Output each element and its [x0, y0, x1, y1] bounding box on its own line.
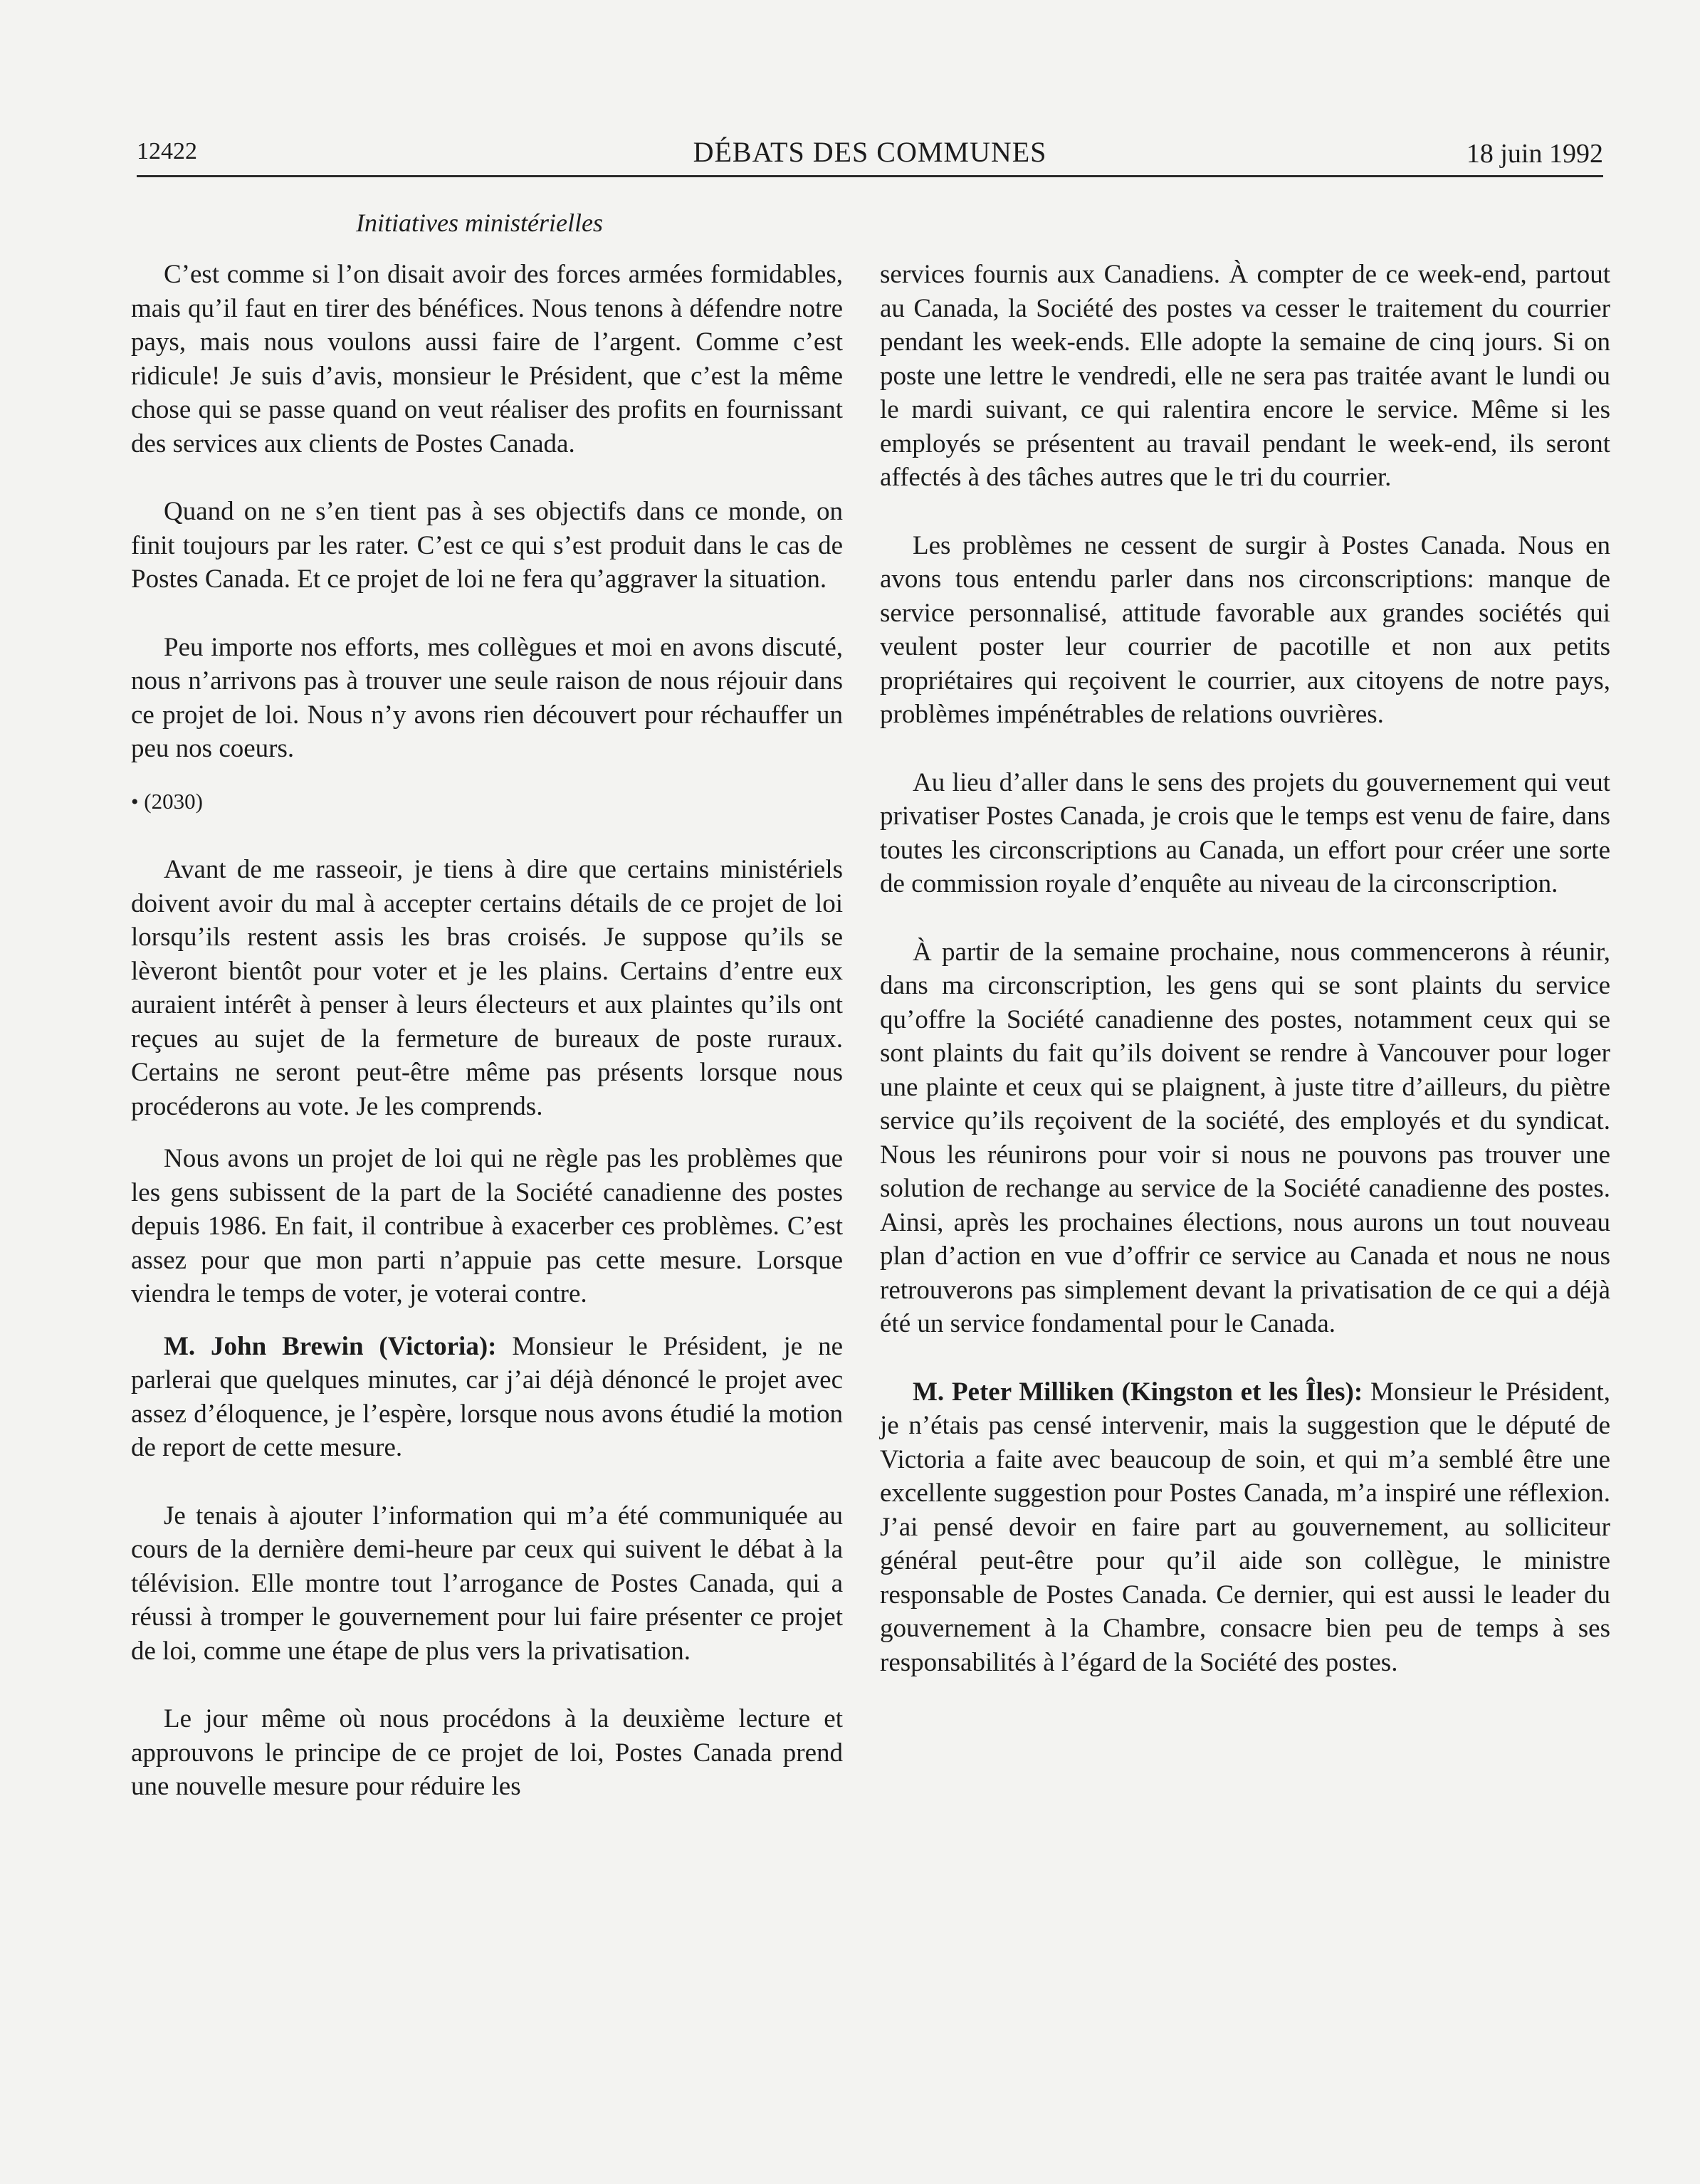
speech-paragraph [880, 1375, 1610, 1680]
page-header [137, 135, 1603, 177]
speaker-name: M. Peter Milliken (Kingston et les Îles): [913, 1377, 1363, 1407]
paragraph: Je tenais à ajouter l’information qui m’a été communiquée au cours de la dernière demi-heure par ceux qui suivent le débat à la télévision. Elle montre tout l’arrogance de Postes Canada, qui a réussi à tromper le gouvernement pour lui faire présenter ce projet de loi, comme une étape de plus vers la privatisation. [131, 1501, 843, 1666]
paragraph: Le jour même où nous procédons à la deuxième lecture et approuvons le principe de ce projet de loi, Postes Canada prend une nouvelle mesure pour réduire les [131, 1704, 843, 1801]
publication-date: 18 juin 1992 [1466, 139, 1603, 169]
paragraph: Au lieu d’aller dans le sens des projets du gouvernement qui veut privatiser Postes Canada, je crois que le temps est venu de faire, dans toutes les circonscriptions au Canada, un effort pour créer une sorte de commission royale d’enquête au niveau de la circonscription. [880, 767, 1610, 898]
page-number: 12422 [137, 138, 197, 164]
speech-text: Monsieur le Président, je n’étais pas censé intervenir, mais la suggestion que le député de Victoria a faite avec beaucoup de soin, et qui m’a semblé être une excellente suggestion pour Postes Canada, m’a inspiré une réflexion. J’ai pensé devoir en faire part au gouvernement, au solliciteur général peut-être pour qu’il aide son collègue, le ministre responsable de Postes Canada. Ce dernier, qui est aussi le leader du gouvernement à la Chambre, consacre bien peu de temps à ses responsabilités à l’égard de la Société des postes. [880, 1377, 1610, 1677]
paragraph: Avant de me rasseoir, je tiens à dire que certains ministériels doivent avoir du mal à accepter certains détails de ce projet de loi lorsqu’ils restent assis les bras croisés. Je suppose qu’ils se lèveront bientôt pour voter et je les plains. Certains d’entre eux auraient intérêt à penser à leurs électeurs et aux plaintes qu’ils ont reçues au sujet de la fermeture de bureaux de poste ruraux. Certains ne seront peut-être même pas présents lorsque nous procéderons au vote. Je les comprends. [131, 855, 843, 1121]
paragraph: À partir de la semaine prochaine, nous commencerons à réunir, dans ma circonscription, les gens qui se sont plaints du service qu’offre la Société canadienne des postes, notamment ceux qui se sont plaints du fait qu’ils doivent se rendre à Vancouver pour loger une plainte et ceux qui se plaignent, à juste titre d’ailleurs, du piètre service qu’ils reçoivent de la société, des employés et du syndicat. Nous les réunirons pour voir si nous ne pouvons pas trouver une solution de rechange au service de la Société canadienne des postes. Ainsi, après les prochaines élections, nous aurons un tout nouveau plan d’action en vue d’offrir ce service au Canada et nous ne nous retrouverons pas simplement devant la privatisation de ce qui a déjà été un service fondamental pour le Canada. [880, 937, 1610, 1338]
right-column [880, 258, 1610, 1679]
paragraph: C’est comme si l’on disait avoir des forces armées formidables, mais qu’il faut en tirer des bénéfices. Nous tenons à défendre notre pays, mais nous voulons aussi faire de l’argent. Comme c’est ridicule! Je suis d’avis, monsieur le Président, que c’est la même chose qui se passe quand on veut réaliser des profits en fournissant des services aux clients de Postes Canada. [131, 260, 843, 458]
speaker-name: M. John Brewin (Victoria): [164, 1331, 497, 1361]
speech-paragraph [131, 1330, 843, 1465]
speech-text: Monsieur le Président, je ne parlerai que quelques minutes, car j’ai déjà dénoncé le projet avec assez d’éloquence, je l’espère, lorsque nous avons étudié la motion de report de cette mesure. [131, 1331, 844, 1462]
left-column [131, 258, 843, 1804]
paragraph: Les problèmes ne cessent de surgir à Postes Canada. Nous en avons tous entendu parler dans nos circonscriptions: manque de service personnalisé, attitude favorable aux grandes sociétés qui veulent poster leur courrier de pacotille et non aux petits propriétaires qui reçoivent le courrier, aux citoyens de notre pays, problèmes impénétrables de relations ouvrières. [880, 530, 1610, 729]
paragraph: Peu importe nos efforts, mes collègues et moi en avons discuté, nous n’arrivons pas à trouver une seule raison de nous réjouir dans ce projet de loi. Nous n’y avons rien découvert pour réchauffer un peu nos coeurs. [131, 632, 843, 763]
bullet-icon: • [131, 789, 139, 814]
paragraph: Nous avons un projet de loi qui ne règle pas les problèmes que les gens subissent de la part de la Société canadienne des postes depuis 1986. En fait, il contribue à exacerber ces problèmes. C’est assez pour que mon parti n’appuie pas cette mesure. Lorsque viendra le temps de voter, je voterai contre. [131, 1144, 843, 1308]
section-label: Initiatives ministérielles [356, 209, 603, 237]
paragraph: services fournis aux Canadiens. À compter de ce week-end, partout au Canada, la Société des postes va cesser le traitement du courrier pendant les week-ends. Elle adopte la semaine de cinq jours. Si on poste une lettre le vendredi, elle ne sera pas traitée avant le lundi ou le mardi suivant, ce qui ralentira encore le service. Même si les employés se présentent au travail pendant le week-end, ils seront affectés à des tâches autres que le tri du courrier. [880, 260, 1610, 492]
time-marker [131, 784, 843, 819]
time-marker-text: (2030) [144, 788, 203, 814]
publication-title: DÉBATS DES COMMUNES [693, 136, 1047, 168]
paragraph: Quand on ne s’en tient pas à ses objectifs dans ce monde, on finit toujours par les rater. C’est ce qui s’est produit dans le cas de Postes Canada. Et ce projet de loi ne fera qu’aggraver la situation. [131, 497, 843, 594]
